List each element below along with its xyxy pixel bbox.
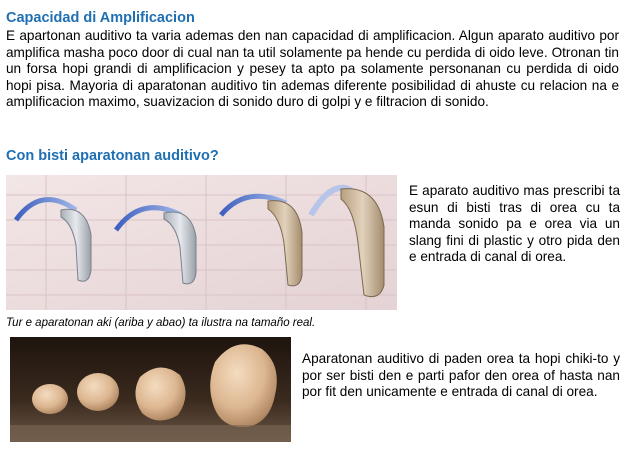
section-title-wearing: Con bisti aparatonan auditivo?: [6, 148, 219, 164]
photo-caption: Tur e aparatonan aki (ariba y abao) ta ilustra na tamaño real.: [6, 317, 316, 329]
section-title-amplification: Capacidad di Amplificacion: [6, 10, 195, 26]
bte-hearing-aids-photo: [6, 175, 397, 310]
ite-hearing-aids-photo: [10, 337, 291, 442]
bte-description: E aparato auditivo mas prescribi ta esun di bisti tras di orea cu ta manda sonido pa e orea via un slang fini di plastic y otro pida den e entrada di canal di orea.: [409, 183, 620, 264]
ite-description: Aparatonan auditivo di paden orea ta hopi chiki-to y por ser bisti den e parti pafor den orea of hasta nan por fit den unicamente e entrada di canal di orea.: [302, 351, 620, 399]
amplification-paragraph: E apartonan auditivo ta varia ademas den nan capacidad di amplificacion. Algun aparato auditivo por amplifica masha poco door di cual nan ta util solamente pa hende cu perdida di oido leve. Otronan tin un forsa hopi grandi di amplificacion y pesey ta apto pa solamente personanan cu perdida di oido hopi pisa. Mayoria di aparatonan auditivo tin ademas diferente posibilidad di ahuste cu relacion na e amplificacion maximo, suavizacion di sonido duro di golpi y e filtracion di sonido.: [6, 28, 619, 109]
